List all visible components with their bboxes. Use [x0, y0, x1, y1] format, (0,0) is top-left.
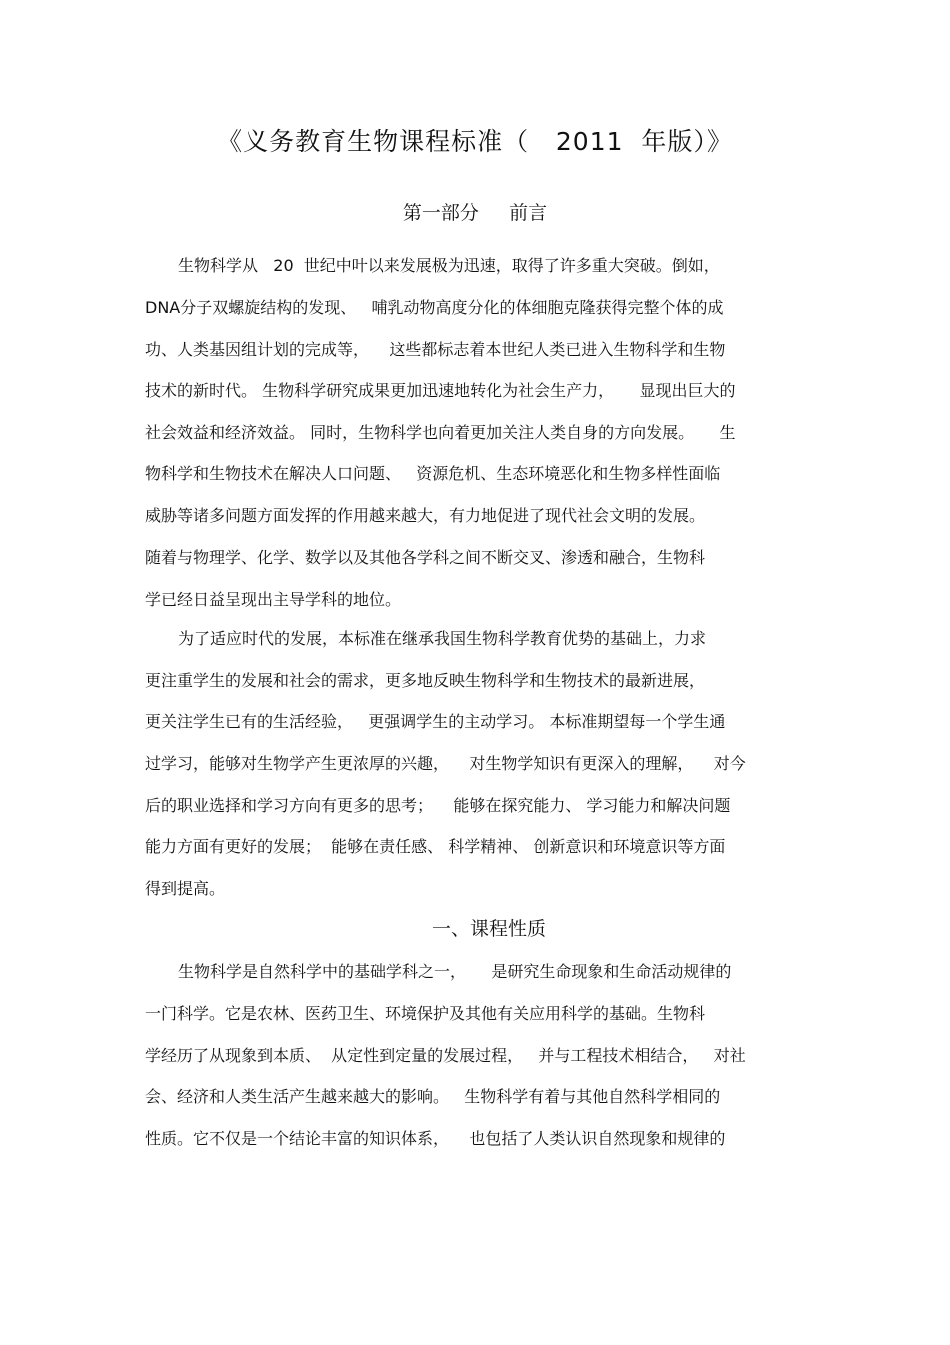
paragraph-line: 会、经济和人类生活产生越来越大的影响。 生物科学有着与其他自然科学相同的	[145, 1087, 721, 1106]
paragraph-line: 学已经日益呈现出主导学科的地位。	[145, 590, 402, 609]
document-title: 《义务教育生物课程标准（ 2011 年版）》	[217, 127, 733, 156]
paragraph-line: 生物科学是自然科学中的基础学科之一， 是研究生命现象和生命活动规律的	[178, 962, 732, 981]
paragraph-line: 过学习，能够对生物学产生更浓厚的兴趣， 对生物学知识有更深入的理解， 对今	[145, 754, 746, 773]
paragraph-line: 一门科学。它是农林、医药卫生、环境保护及其他有关应用科学的基础。生物科	[145, 1004, 706, 1023]
paragraph-line: 物科学和生物技术在解决人口问题、 资源危机、生态环境恶化和生物多样性面临	[145, 464, 721, 483]
paragraph-line: 学经历了从现象到本质、 从定性到定量的发展过程， 并与工程技术相结合， 对社	[145, 1046, 746, 1065]
paragraph-line: 更注重学生的发展和社会的需求，更多地反映生物科学和生物技术的最新进展，	[145, 671, 706, 690]
paragraph-line: DNA分子双螺旋结构的发现、 哺乳动物高度分化的体细胞克隆获得完整个体的成	[145, 298, 724, 317]
paragraph-line: 能力方面有更好的发展； 能够在责任感、 科学精神、 创新意识和环境意识等方面	[145, 837, 726, 856]
paragraph-line: 技术的新时代。 生物科学研究成果更加迅速地转化为社会生产力， 显现出巨大的	[145, 381, 736, 400]
paragraph-line: 社会效益和经济效益。 同时，生物科学也向着更加关注人类自身的方向发展。 生	[145, 423, 736, 442]
paragraph-line: 功、人类基因组计划的完成等， 这些都标志着本世纪人类已进入生物科学和生物	[145, 340, 726, 359]
paragraph-line: 随着与物理学、化学、数学以及其他各学科之间不断交叉、渗透和融合，生物科	[145, 548, 706, 567]
paragraph-line: 后的职业选择和学习方向有更多的思考； 能够在探究能力、 学习能力和解决问题	[145, 796, 731, 815]
paragraph-line: 为了适应时代的发展，本标准在继承我国生物科学教育优势的基础上，力求	[178, 629, 707, 648]
paragraph-line: 威胁等诸多问题方面发挥的作用越来越大，有力地促进了现代社会文明的发展。	[145, 506, 706, 525]
paragraph-line: 得到提高。	[145, 879, 226, 898]
paragraph-line: 生物科学从 20 世纪中叶以来发展极为迅速，取得了许多重大突破。倒如，	[178, 256, 720, 275]
section-heading: 一、课程性质	[431, 918, 546, 940]
paragraph-line: 更关注学生已有的生活经验， 更强调学生的主动学习。 本标准期望每一个学生通	[145, 712, 726, 731]
paragraph-line: 性质。它不仅是一个结论丰富的知识体系， 也包括了人类认识自然现象和规律的	[145, 1129, 726, 1148]
part-heading: 第一部分 前言	[402, 202, 548, 224]
